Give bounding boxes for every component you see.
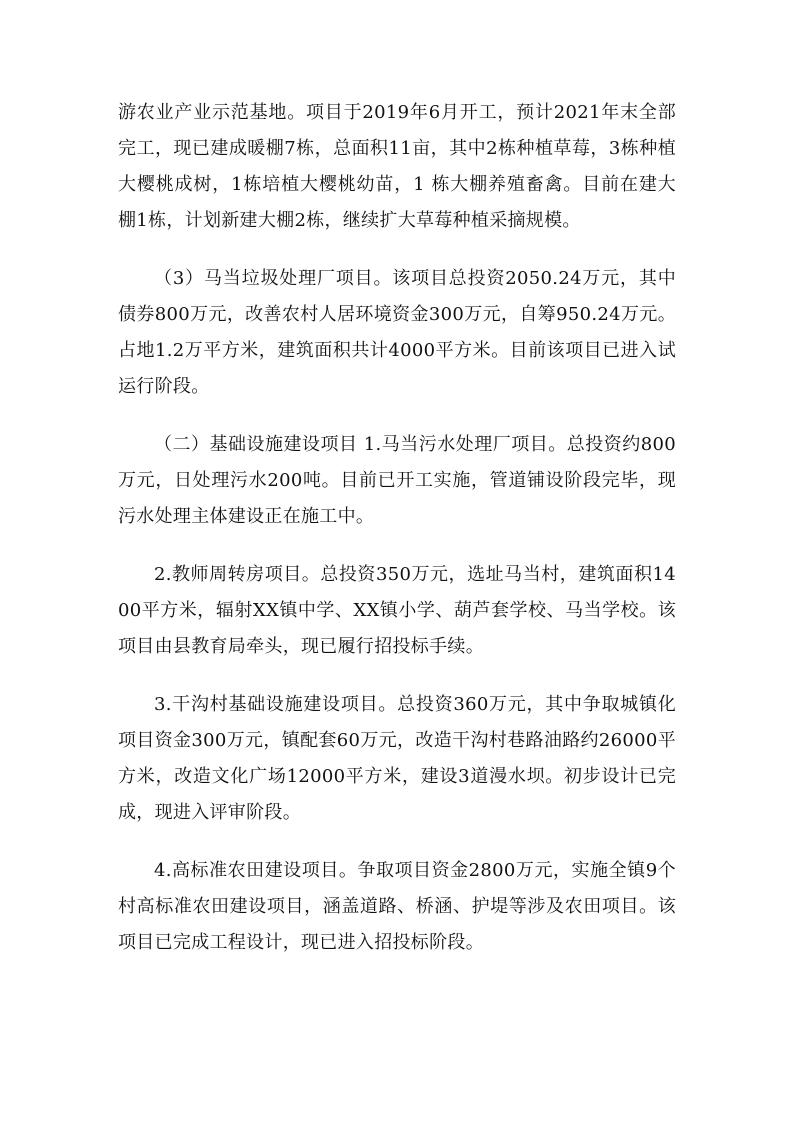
paragraph-continuation: 游农业产业示范基地。项目于2019年6月开工，预计2021年末全部完工，现已建成暖棚7栋，总面积11亩，其中2栋种植草莓，3栋种植大樱桃成树，1栋培植大樱桃幼苗，1 栋大棚养殖畜禽。目前在建大棚1栋，计划新建大棚2栋，继续扩大草莓种植采摘规模。 — [118, 102, 676, 231]
paragraph-garbage-plant: （3）马当垃圾处理厂项目。该项目总投资2050.24万元，其中债券800万元，改善农村人居环境资金300万元，自筹950.24万元。占地1.2万平方米，建筑面积共计4000平方米。目前该项目已进入试运行阶段。 — [118, 268, 676, 397]
paragraph-gangou-village: 3.干沟村基础设施建设项目。总投资360万元，其中争取城镇化项目资金300万元，镇配套60万元，改造干沟村巷路油路约26000平方米，改造文化广场12000平方米，建设3道漫水坝。初步设计已完成，现进入评审阶段。 — [118, 694, 676, 823]
paragraph-farmland: 4.高标准农田建设项目。争取项目资金2800万元，实施全镇9个村高标准农田建设项目，涵盖道路、桥涵、护堤等涉及农田项目。该项目已完成工程设计，现已进入招投标阶段。 — [118, 860, 676, 953]
paragraph-teacher-housing: 2.教师周转房项目。总投资350万元，选址马当村，建筑面积1400平方米，辐射XX镇中学、XX镇小学、葫芦套学校、马当学校。该项目由县教育局牵头，现已履行招投标手续。 — [118, 564, 676, 657]
paragraph-infrastructure-sewage: （二）基础设施建设项目 1.马当污水处理厂项目。总投资约800万元，日处理污水200吨。目前已开工实施，管道铺设阶段完毕，现污水处理主体建设正在施工中。 — [118, 434, 676, 527]
